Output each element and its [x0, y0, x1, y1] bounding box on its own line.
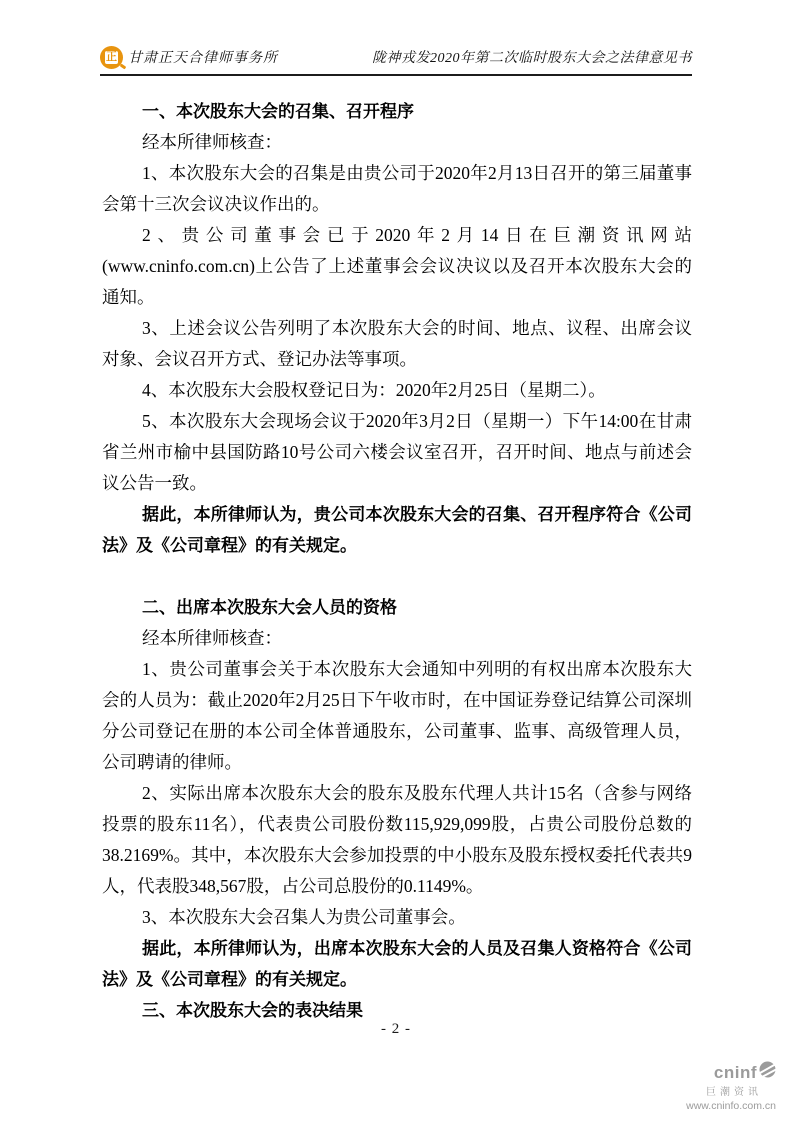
paragraph: 3、本次股东大会召集人为贵公司董事会。 [142, 907, 466, 927]
document-body [102, 96, 692, 1026]
paragraph: 1、本次股东大会的召集是由贵公司于2020年2月13日召开的第三届董事会第十三次会议决议作出的。 [102, 163, 692, 214]
cninfo-brand-text: cninf [713, 1063, 757, 1083]
section-1-conclusion: 据此，本所律师认为，贵公司本次股东大会的召集、召开程序符合《公司法》及《公司章程》的有关规定。 [102, 505, 692, 555]
section-2-heading: 二、出席本次股东大会人员的资格 [142, 598, 397, 617]
page-header [100, 46, 692, 76]
paragraph: 2、贵公司董事会已于2020年2月14日在巨潮资讯网站(www.cninfo.com.cn)上公告了上述董事会会议决议以及召开本次股东大会的通知。 [102, 225, 692, 307]
cninfo-globe-icon [759, 1061, 776, 1083]
paragraph: 5、本次股东大会现场会议于2020年3月2日（星期一）下午14:00在甘肃省兰州市榆中县国防路10号公司六楼会议室召开，召开时间、地点与前述会议公告一致。 [102, 411, 692, 493]
paragraph: 1、贵公司董事会关于本次股东大会通知中列明的有权出席本次股东大会的人员为：截止2020年2月25日下午收市时，在中国证券登记结算公司深圳分公司登记在册的本公司全体普通股东，公司董事、监事、高级管理人员，公司聘请的律师。 [102, 659, 692, 772]
cninfo-watermark [686, 1061, 776, 1112]
section-1-heading: 一、本次股东大会的召集、召开程序 [142, 102, 414, 121]
firm-logo-zheng-glyph: 正 [106, 51, 117, 63]
paragraph: 经本所律师核查： [142, 628, 282, 648]
firm-logo-seal-icon [100, 46, 123, 69]
section-2-conclusion: 据此，本所律师认为，出席本次股东大会的人员及召集人资格符合《公司法》及《公司章程》的有关规定。 [102, 939, 692, 989]
cninfo-chinese-name: 巨潮资讯 [706, 1087, 762, 1099]
paragraph: 2、实际出席本次股东大会的股东及股东代理人共计15名（含参与网络投票的股东11名），代表贵公司股份数115,929,099股，占贵公司股份总数的38.2169%。其中，本次股东大会参加投票的中小股东及股东授权委托代表共9人，代表股348,567股，占公司总股份的0.1149%。 [102, 783, 692, 896]
paragraph: 3、上述会议公告列明了本次股东大会的时间、地点、议程、出席会议对象、会议召开方式、登记办法等事项。 [102, 318, 692, 369]
paragraph: 4、本次股东大会股权登记日为：2020年2月25日（星期二）。 [142, 380, 606, 400]
firm-name: 甘肃正天合律师事务所 [128, 51, 278, 66]
section-3-heading: 三、本次股东大会的表决结果 [142, 1001, 363, 1020]
document-title: 陇神戎发2020年第二次临时股东大会之法律意见书 [372, 51, 692, 66]
cninfo-url: www.cninfo.com.cn [686, 1099, 776, 1112]
page-number: - 2 - [381, 1021, 411, 1037]
paragraph: 经本所律师核查： [142, 132, 282, 152]
